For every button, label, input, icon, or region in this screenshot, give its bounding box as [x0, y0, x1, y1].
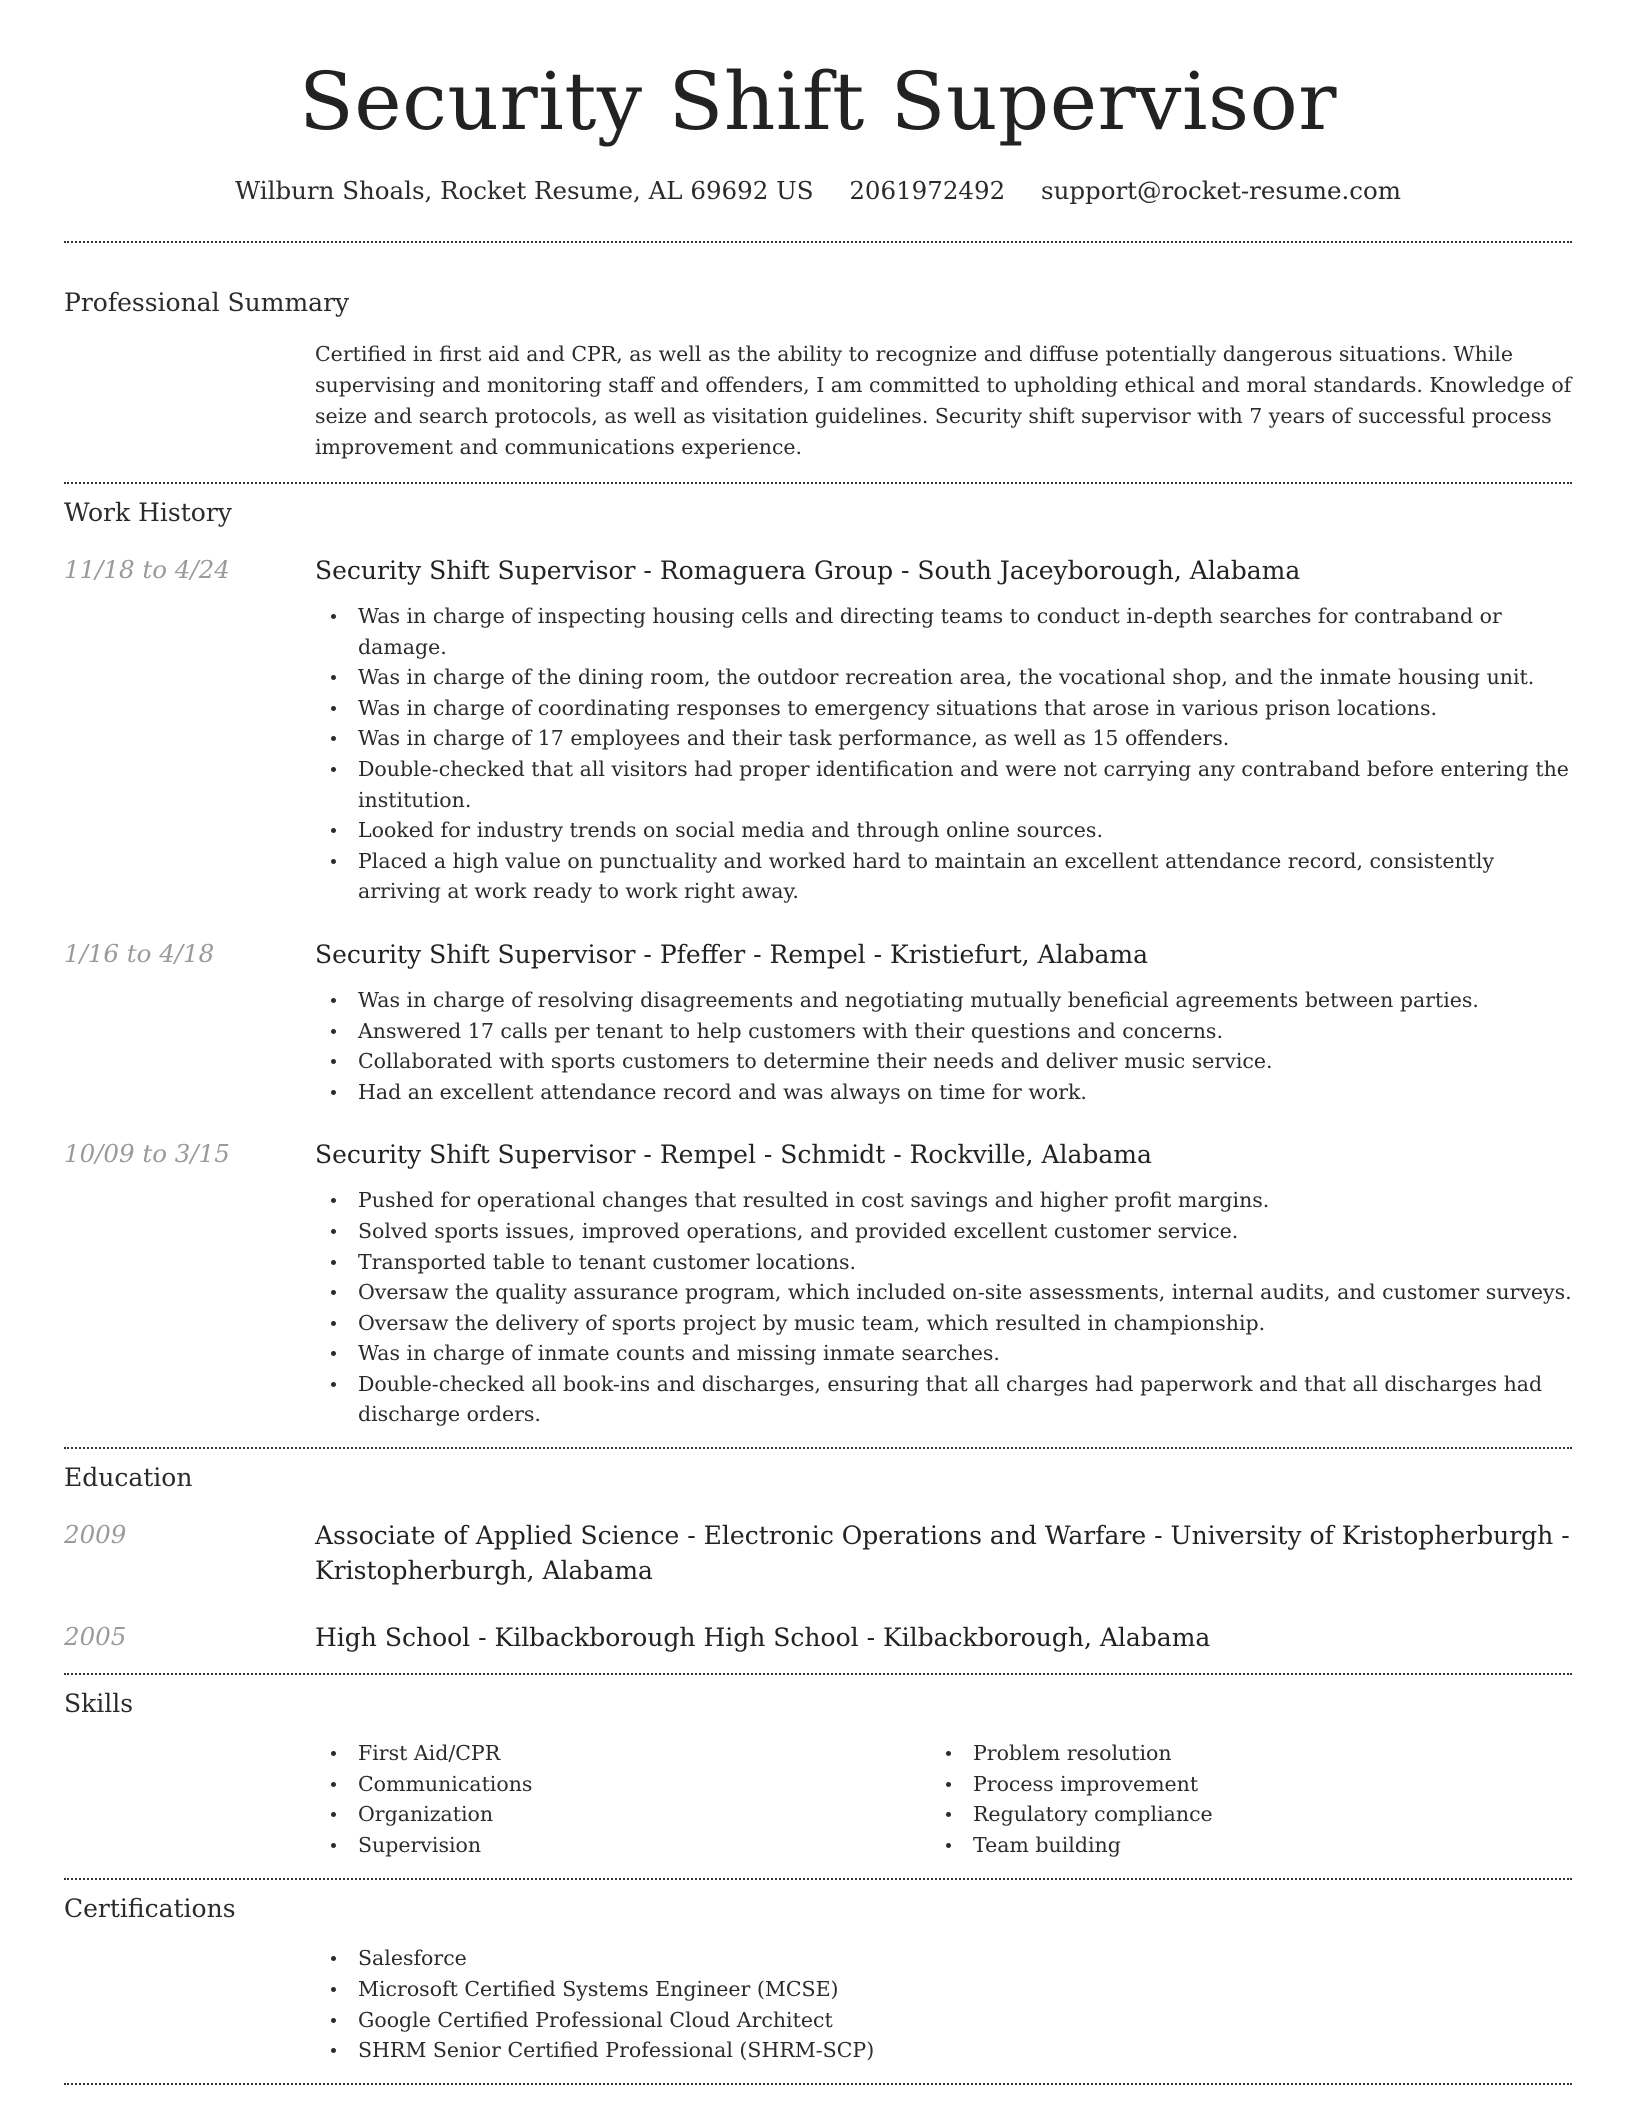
bullet-icon	[331, 828, 336, 833]
job-dates: 1/16 to 4/18	[64, 938, 215, 968]
job-heading: Security Shift Supervisor - Rempel - Schmidt - Rockville, Alabama	[315, 1140, 1152, 1170]
divider	[64, 1878, 1572, 1880]
bullet-icon	[946, 1751, 951, 1756]
list-item: Placed a high value on punctuality and worked hard to maintain an excellent attendance record, consistently arriving at work ready to work right away.	[315, 846, 1572, 907]
list-item: SHRM Senior Certified Professional (SHRM-SCP)	[315, 2035, 1572, 2066]
bullet-icon	[331, 1751, 336, 1756]
list-item: Oversaw the quality assurance program, which included on-site assessments, internal audits, and customer surveys.	[315, 1277, 1572, 1308]
work-history-section	[64, 496, 1572, 1430]
resume-name: Security Shift Supervisor	[298, 55, 1338, 148]
contact-email: support@rocket-resume.com	[1041, 176, 1401, 205]
bullet-icon	[331, 1351, 336, 1356]
bullet-icon	[331, 859, 336, 864]
bullet-icon	[331, 1987, 336, 1992]
bullet-icon	[331, 1290, 336, 1295]
list-item: Google Certified Professional Cloud Architect	[315, 2005, 1572, 2036]
list-item: Pushed for operational changes that resulted in cost savings and higher profit margins.	[315, 1185, 1572, 1216]
contact-address: Wilburn Shoals, Rocket Resume, AL 69692 US	[235, 176, 814, 205]
bullet-icon	[331, 1090, 336, 1095]
skills-list-left	[315, 1738, 930, 1860]
list-item: Microsoft Certified Systems Engineer (MCSE)	[315, 1974, 1572, 2005]
education-entry	[64, 1518, 1572, 1588]
job-bullets	[315, 1185, 1572, 1430]
job-dates: 11/18 to 4/24	[64, 555, 230, 584]
bullet-icon	[331, 1198, 336, 1203]
list-item: Answered 17 calls per tenant to help customers with their questions and concerns.	[315, 1016, 1572, 1047]
bullet-icon	[331, 1321, 336, 1326]
divider	[64, 1447, 1572, 1449]
list-item: Was in charge of inmate counts and missing inmate searches.	[315, 1338, 1572, 1369]
list-item: Supervision	[315, 1830, 930, 1861]
list-item: Salesforce	[315, 1943, 1572, 1974]
certifications-list	[315, 1943, 1572, 2065]
certifications-title: Certifications	[64, 1894, 236, 1924]
bullet-icon	[331, 2018, 336, 2023]
list-item: Was in charge of inspecting housing cells and directing teams to conduct in-depth searches for contraband or damage.	[315, 601, 1572, 662]
list-item: Had an excellent attendance record and was always on time for work.	[315, 1077, 1572, 1108]
bullet-icon	[331, 1229, 336, 1234]
divider	[64, 1673, 1572, 1675]
bullet-icon	[331, 1059, 336, 1064]
summary-section	[64, 286, 1572, 463]
education-section	[64, 1461, 1572, 1655]
bullet-icon	[331, 675, 336, 680]
list-item: Was in charge of resolving disagreements and negotiating mutually beneficial agreements between parties.	[315, 985, 1572, 1016]
skills-section	[64, 1687, 1572, 1860]
job-bullets	[315, 601, 1572, 907]
list-item: Process improvement	[930, 1769, 1545, 1800]
contact-line	[64, 174, 1572, 208]
contact-phone: 2061972492	[849, 176, 1006, 205]
divider	[64, 241, 1572, 243]
list-item: Problem resolution	[930, 1738, 1545, 1769]
education-heading: Associate of Applied Science - Electronic Operations and Warfare - University of Kristopherburgh - Kristopherburgh, Alabama	[315, 1521, 1570, 1586]
list-item: Organization	[315, 1799, 930, 1830]
list-item: Collaborated with sports customers to determine their needs and deliver music service.	[315, 1046, 1572, 1077]
job-heading: Security Shift Supervisor - Romaguera Group - South Jaceyborough, Alabama	[315, 556, 1301, 585]
bullet-icon	[331, 1782, 336, 1787]
bullet-icon	[331, 736, 336, 741]
resume-page	[64, 0, 1572, 2085]
job-heading: Security Shift Supervisor - Pfeffer - Rempel - Kristiefurt, Alabama	[315, 939, 1149, 969]
bullet-icon	[331, 767, 336, 772]
certifications-section	[64, 1892, 1572, 2065]
bullet-icon	[331, 706, 336, 711]
education-entry	[64, 1620, 1572, 1655]
job-entry	[64, 553, 1572, 907]
summary-title: Professional Summary	[64, 288, 350, 317]
job-entry	[64, 937, 1572, 1107]
list-item: Oversaw the delivery of sports project by music team, which resulted in championship.	[315, 1308, 1572, 1339]
work-history-title: Work History	[64, 498, 232, 527]
list-item: Was in charge of 17 employees and their task performance, as well as 15 offenders.	[315, 723, 1572, 754]
list-item: Double-checked that all visitors had proper identification and were not carrying any contraband before entering the institution.	[315, 754, 1572, 815]
bullet-icon	[331, 614, 336, 619]
summary-text: Certified in first aid and CPR, as well as the ability to recognize and diffuse potentially dangerous situations. While supervising and monitoring staff and offenders, I am committed to upholding ethical and moral standards. Knowledge of seize and search protocols, as well as visitation guidelines. Security shift supervisor with 7 years of successful process improvement and communications experience.	[315, 342, 1572, 459]
job-entry	[64, 1137, 1572, 1430]
bullet-icon	[331, 1382, 336, 1387]
skills-list-right	[930, 1738, 1545, 1860]
bullet-icon	[331, 1029, 336, 1034]
bullet-icon	[946, 1782, 951, 1787]
bullet-icon	[331, 1956, 336, 1961]
bullet-icon	[331, 1843, 336, 1848]
divider	[64, 2083, 1572, 2085]
skills-grid	[315, 1738, 1572, 1860]
education-year: 2005	[64, 1622, 127, 1652]
list-item: Solved sports issues, improved operations, and provided excellent customer service.	[315, 1216, 1572, 1247]
list-item: Double-checked all book-ins and discharges, ensuring that all charges had paperwork and that all discharges had discharge orders.	[315, 1369, 1572, 1430]
list-item: Regulatory compliance	[930, 1799, 1545, 1830]
job-dates: 10/09 to 3/15	[64, 1139, 230, 1169]
skills-title: Skills	[64, 1689, 134, 1719]
list-item: Communications	[315, 1769, 930, 1800]
divider	[64, 482, 1572, 484]
bullet-icon	[946, 1812, 951, 1817]
bullet-icon	[331, 1812, 336, 1817]
bullet-icon	[331, 998, 336, 1003]
list-item: First Aid/CPR	[315, 1738, 930, 1769]
list-item: Was in charge of coordinating responses to emergency situations that arose in various prison locations.	[315, 693, 1572, 724]
list-item: Looked for industry trends on social media and through online sources.	[315, 815, 1572, 846]
bullet-icon	[946, 1843, 951, 1848]
bullet-icon	[331, 1260, 336, 1265]
education-heading: High School - Kilbackborough High School - Kilbackborough, Alabama	[315, 1623, 1211, 1653]
bullet-icon	[331, 2048, 336, 2053]
education-title: Education	[64, 1463, 193, 1493]
list-item: Was in charge of the dining room, the outdoor recreation area, the vocational shop, and the inmate housing unit.	[315, 662, 1572, 693]
education-year: 2009	[64, 1520, 127, 1550]
list-item: Transported table to tenant customer locations.	[315, 1247, 1572, 1278]
job-bullets	[315, 985, 1572, 1107]
list-item: Team building	[930, 1830, 1545, 1861]
